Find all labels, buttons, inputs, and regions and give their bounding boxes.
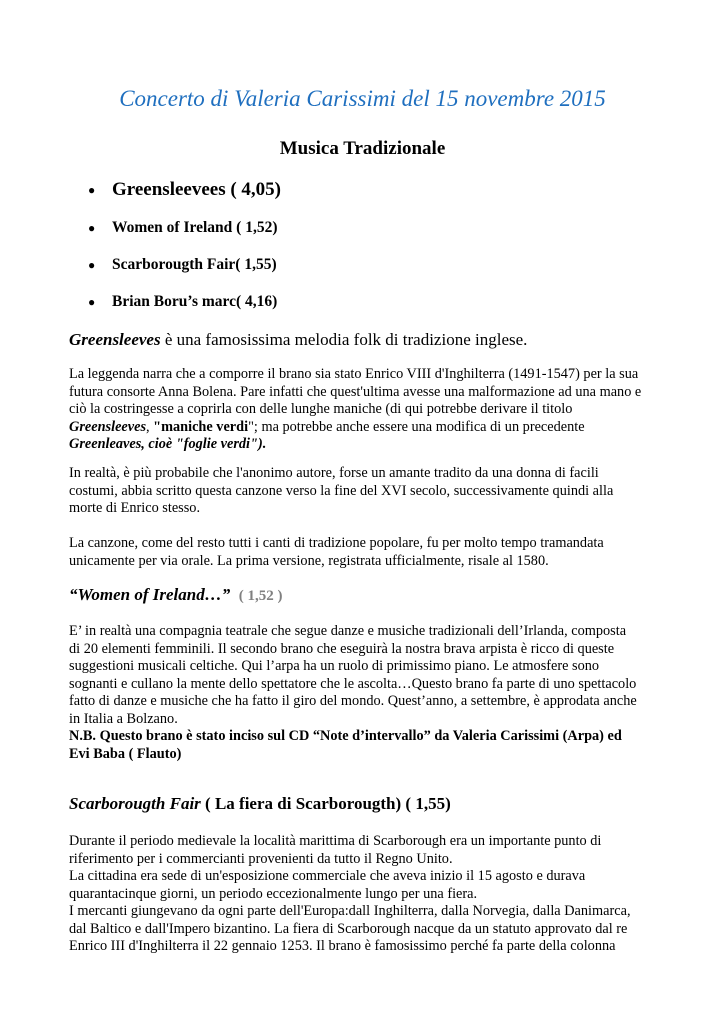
bullet-icon: ● (88, 221, 96, 235)
text-line: sognanti e cullano la mente dello spettatore che le ascolta…Questo brano fa parte di uno spettacolo (69, 675, 637, 692)
page-title: Concerto di Valeria Carissimi del 15 novembre 2015 (119, 86, 606, 111)
scarborough-heading-rest: ( La fiera di Scarborougth) ( 1,55) (200, 794, 451, 813)
text-line: fatto di danze e musiche che ha fatto il giro del mondo. Quest’anno, a settembre, è approdata anche (69, 693, 637, 709)
text-line: quarantacinque giorni, un periodo eccezionalmente lungo per una fiera. (69, 885, 478, 902)
text-line: in Italia a Bolzano. (69, 710, 178, 727)
text-line: unicamente per via orale. La prima versione, registrata ufficialmente, risale al 1580. (69, 552, 549, 569)
greensleeves-italic: Greensleeves (69, 418, 147, 435)
bullet-icon: ● (88, 295, 96, 309)
text-line: Enrico III d'Inghilterra il 22 gennaio 1253. Il brano è famosissimo perché fa parte della colonna (69, 938, 616, 954)
greensleeves-paragraph-3 (69, 535, 669, 570)
text-line: La canzone, come del resto tutti i canti di tradizione popolare, fu per molto tempo tramandata (69, 535, 604, 551)
nb-line: N.B. Questo brano è stato inciso sul CD “Note d’intervallo” da Valeria Carissimi (Arpa) ed (69, 728, 622, 744)
women-duration: ( 1,52 ) (238, 588, 283, 604)
text-line: E’ in realtà una compagnia teatrale che segue danze e musiche tradizionali dell’Irlanda, composta (69, 623, 627, 639)
women-heading (69, 585, 282, 605)
text-line: La leggenda narra che a comporre il brano sia stato Enrico VIII d'Inghilterra (1491-1547) per la sua (69, 366, 639, 382)
text-line: I mercanti giungevano da ogni parte dell'Europa:dall Inghilterra, dalla Norvegia, dalla Danimarca, (69, 903, 631, 919)
text-line: dal Baltico e dall'Impero bizantino. La fiera di Scarborough nacque da un statuto approvato dal re (69, 920, 628, 937)
women-paragraph (69, 623, 669, 763)
greensleeves-title: Greensleeves (69, 330, 161, 349)
track-label: Scarborougth Fair( 1,55) (112, 256, 277, 273)
track-label: Brian Boru’s marc( 4,16) (112, 293, 278, 310)
greensleeves-lead-text: è una famosissima melodia folk di tradizione inglese. (160, 330, 528, 349)
page-subtitle: Musica Tradizionale (279, 138, 446, 159)
greensleeves-paragraph-2 (69, 465, 669, 518)
comma: , (146, 418, 154, 435)
bullet-icon: ● (88, 183, 96, 197)
text-line: costumi, abbia scritto questa canzone verso la fine del XVI secolo, successivamente quindi alla (69, 482, 614, 499)
track-label: Women of Ireland ( 1,52) (112, 219, 278, 236)
text-line: suggestioni musicali celtiche. Qui l’arpa ha un ruolo di primissimo piano. Le atmosfere sono (69, 658, 600, 674)
scarborough-heading-title: Scarborougth Fair (69, 794, 201, 813)
text-line (69, 419, 669, 437)
greensleeves-paragraph-1 (69, 366, 669, 454)
text-line: morte di Enrico stesso. (69, 500, 201, 516)
text-line: Durante il periodo medievale la località marittima di Scarborough era un importante punto di (69, 833, 602, 849)
greensleeves-lead (69, 330, 527, 350)
text-line: La cittadina era sede di un'esposizione commerciale che aveva inizio il 15 agosto e durava (69, 868, 586, 884)
text-line-rest: "; ma potrebbe anche essere una modifica di un precedente (248, 418, 585, 435)
text-line: di 20 elementi femminili. Il secondo brano che eseguirà la nostra brava arpista è ricco di queste (69, 640, 615, 657)
text-line (69, 436, 669, 454)
women-heading-title: “Women of Ireland…” (69, 585, 231, 604)
track-label: Greensleevees ( 4,05) (112, 179, 282, 200)
text-line: In realtà, è più probabile che l'anonimo autore, forse un amante tradito da una donna di facili (69, 465, 599, 481)
text-line: ciò la costringesse a coprirla con delle lunghe maniche (di qui potrebbe derivare il titolo (69, 401, 573, 417)
maniche-verdi: "maniche verdi (153, 418, 249, 435)
scarborough-paragraph (69, 833, 669, 956)
text-line: riferimento per i commercianti provenienti da tutto il Regno Unito. (69, 850, 453, 867)
text-line: futura consorte Anna Bolena. Pare infatti che quest'ultima avesse una malformazione ad una mano e (69, 383, 642, 400)
bullet-icon: ● (88, 258, 96, 272)
greenleaves-italic: Greenleaves, cioè "foglie verdi"). (69, 436, 267, 452)
scarborough-heading (69, 794, 451, 814)
nb-line: Evi Baba ( Flauto) (69, 745, 182, 762)
